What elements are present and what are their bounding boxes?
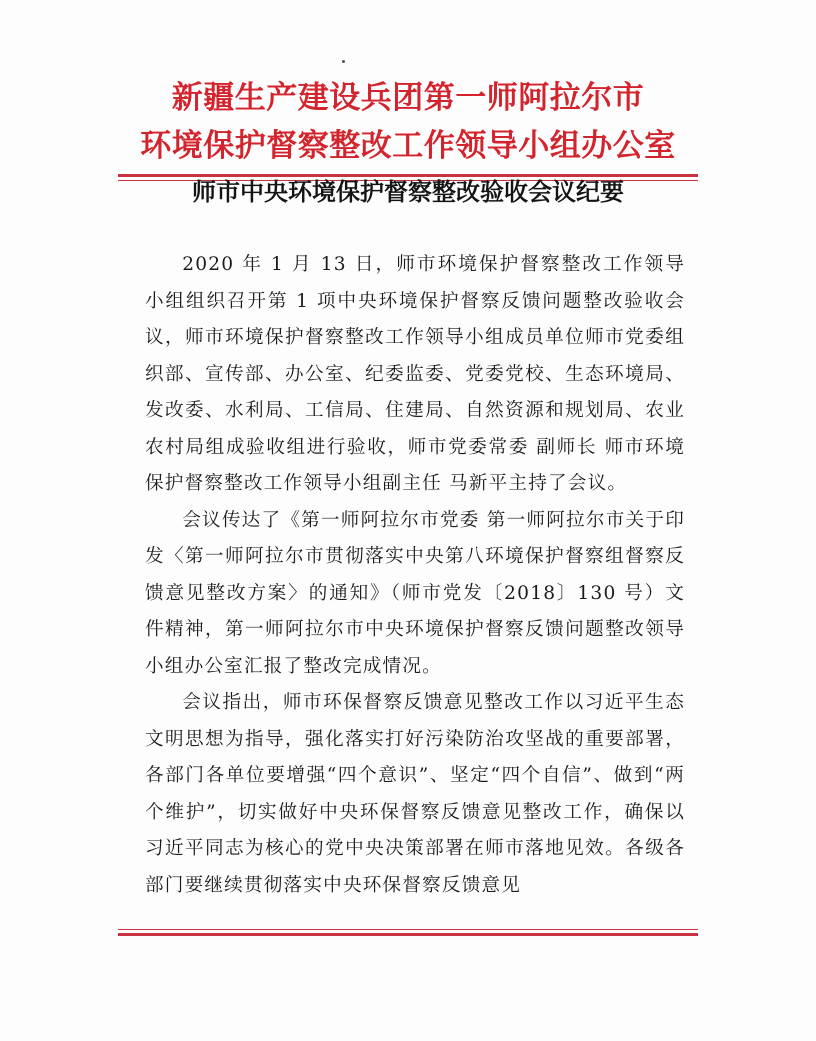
letterhead-line-2: 环境保护督察整改工作领导小组办公室 xyxy=(140,128,676,164)
scan-speck xyxy=(342,60,345,63)
letterhead-line-1: 新疆生产建设兵团第一师阿拉尔市 xyxy=(171,80,645,116)
body-paragraph-2: 会议传达了《第一师阿拉尔市党委 第一师阿拉尔市关于印发〈第一师阿拉尔市贯彻落实中央第八环境保护督察组督察反馈意见整改方案〉的通知》（师市党发〔2018〕130 号）文件精神，第一师阿拉尔市中央环境保护督察反馈问题整改领导小组办公室汇报了整改完成情况。 xyxy=(145,509,685,677)
footer-rule-thick xyxy=(118,933,698,936)
document-body xyxy=(145,247,685,904)
document-title: 师市中央环境保护督察整改验收会议纪要 xyxy=(192,178,624,206)
body-paragraph-3: 会议指出，师市环保督察反馈意见整改工作以习近平生态文明思想为指导，强化落实打好污染防治攻坚战的重要部署，各部门各单位要增强“四个意识”、坚定“四个自信”、做到“两个维护”，切实做好中央环保督察反馈意见整改工作，确保以习近平同志为核心的党中央决策部署在师市落地见效。各级各部门要继续贯彻落实中央环保督察反馈意见 xyxy=(145,692,685,896)
footer-rule-thin xyxy=(118,929,698,930)
body-paragraph-1: 2020 年 1 月 13 日，师市环境保护督察整改工作领导小组组织召开第 1 项中央环境保护督察反馈问题整改验收会议，师市环境保护督察整改工作领导小组成员单位师市党委组织部、宣传部、办公室、纪委监委、党委党校、生态环境局、发改委、水利局、工信局、住建局、自然资源和规划局、农业农村局组成验收组进行验收，师市党委常委 副师长 师市环境保护督察整改工作领导小组副主任 马新平主持了会议。 xyxy=(145,254,685,494)
